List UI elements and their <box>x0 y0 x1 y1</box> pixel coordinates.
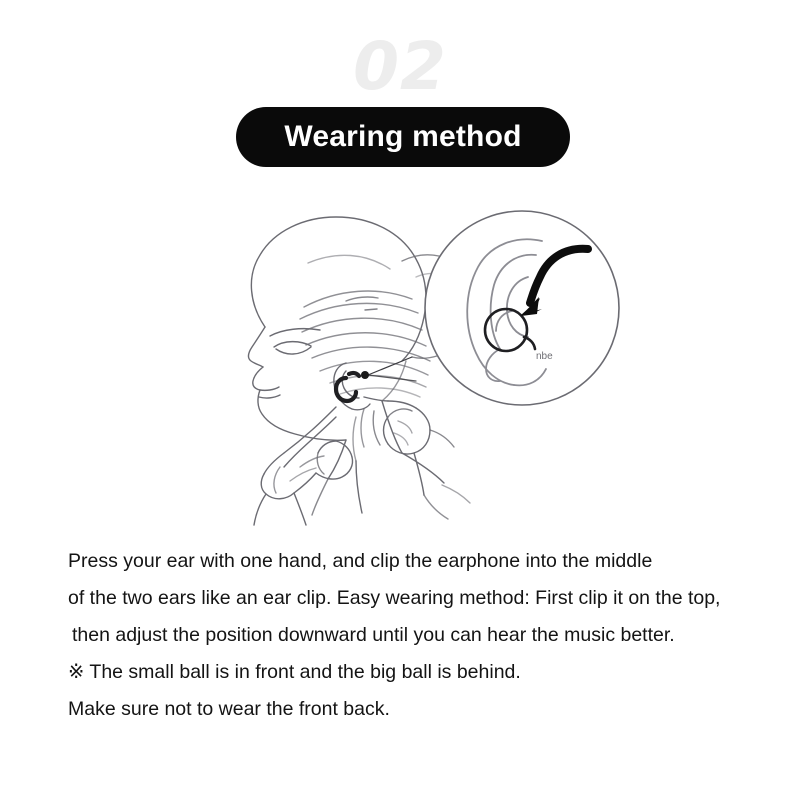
instruction-line: Make sure not to wear the front back. <box>68 698 390 720</box>
illustration-artwork <box>150 185 670 530</box>
instruction-line: Press your ear with one hand, and clip the earphone into the middle <box>68 550 653 572</box>
header <box>0 0 800 185</box>
instructions-text <box>68 543 784 728</box>
instruction-note-line: ※ The small ball is in front and the big ball is behind. <box>68 661 521 683</box>
instruction-line: then adjust the position downward until you can hear the music better. <box>72 624 675 646</box>
leader-dot <box>361 371 369 379</box>
page-title: Wearing method <box>284 120 522 153</box>
magnifier-label: nbe <box>536 351 553 362</box>
instruction-line: of the two ears like an ear clip. Easy wearing method: First clip it on the top, <box>68 587 721 609</box>
title-pill <box>236 107 570 167</box>
wearing-illustration <box>150 185 670 530</box>
step-number: 02 <box>353 28 447 105</box>
